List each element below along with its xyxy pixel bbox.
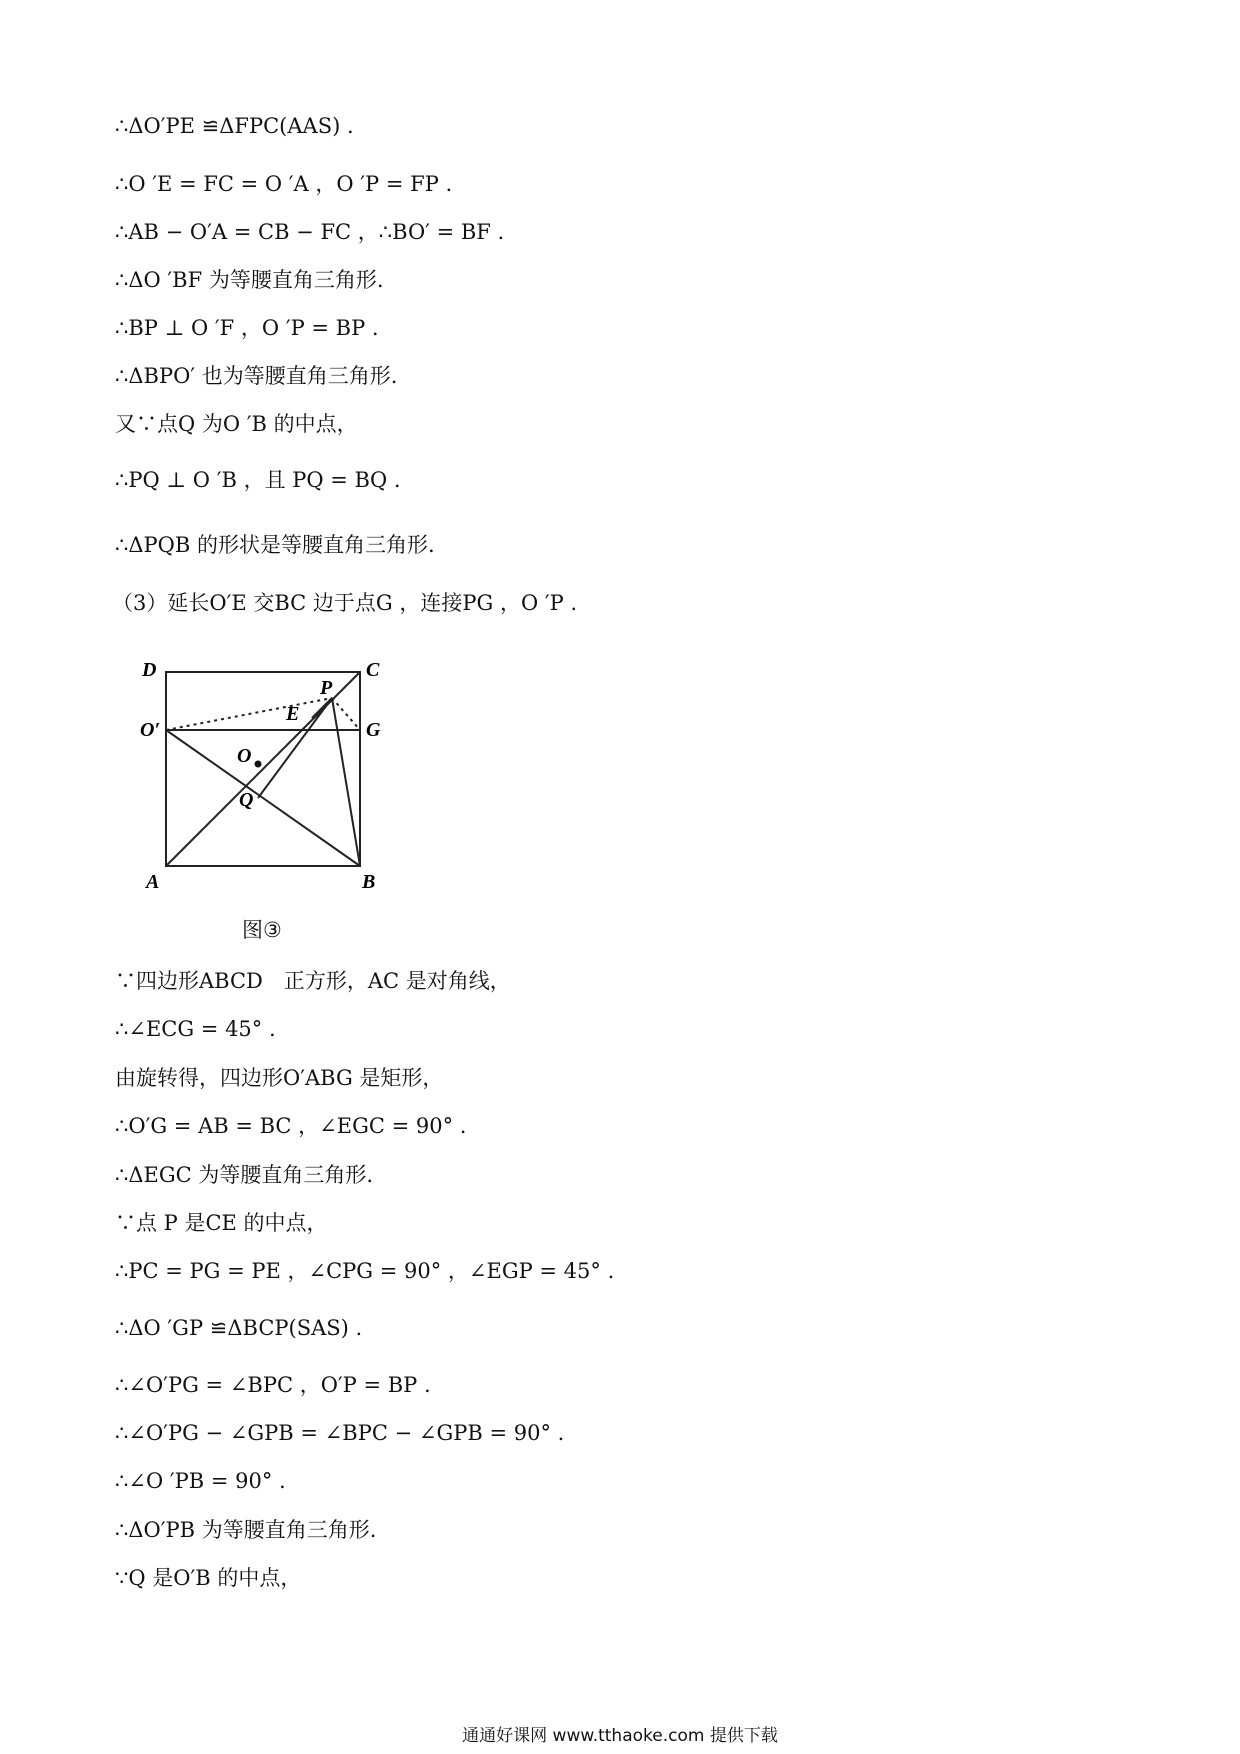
- proof2-line-2: ∴∠ECG = 45° .: [115, 1017, 276, 1041]
- segment-pb: [332, 698, 360, 866]
- proof2-line-11: ∴∠O ′PB = 90° .: [115, 1469, 286, 1493]
- proof2-line-5: ∴ΔEGC 为等腰直角三角形.: [115, 1163, 374, 1187]
- proof-line-3: ∴AB − O′A = CB − FC ，∴BO′ = BF .: [115, 220, 505, 244]
- segment-pe: [312, 698, 332, 718]
- proof-line-6: ∴ΔBPO′ 也为等腰直角三角形.: [115, 364, 398, 388]
- figure-caption: 图③: [242, 918, 282, 942]
- label-b: B: [362, 871, 376, 890]
- point-o: [255, 761, 262, 768]
- proof2-line-13: ∵Q 是O′B 的中点，: [115, 1566, 302, 1590]
- label-a: A: [146, 871, 160, 890]
- proof-line-4: ∴ΔO ′BF 为等腰直角三角形.: [115, 268, 384, 292]
- proof-line-5: ∴BP ⊥ O ′F ，O ′P = BP .: [115, 316, 379, 340]
- proof-line-9: ∴ΔPQB 的形状是等腰直角三角形.: [115, 533, 435, 557]
- part3-heading: （3）延长O′E 交BC 边于点G ，连接PG ，O ′P .: [112, 591, 578, 615]
- label-e: E: [286, 703, 300, 725]
- proof2-line-9: ∴∠O′PG = ∠BPC ，O′P = BP .: [115, 1373, 431, 1397]
- proof-line-2: ∴O ′E = FC = O ′A ，O ′P = FP .: [115, 172, 453, 196]
- label-p: P: [320, 677, 333, 699]
- proof-line-1: ∴ΔO′PE ≌ΔFPC(AAS) .: [115, 114, 354, 138]
- proof2-line-6: ∵点 P 是CE 的中点，: [115, 1211, 328, 1235]
- proof2-line-8: ∴ΔO ′GP ≌ΔBCP(SAS) .: [115, 1316, 363, 1340]
- proof2-line-12: ∴ΔO′PB 为等腰直角三角形.: [115, 1518, 377, 1542]
- segment-o-prime-b: [166, 730, 360, 866]
- label-c: C: [366, 660, 380, 681]
- footer-watermark: 通通好课网 www.tthaoke.com 提供下载: [462, 1726, 778, 1746]
- label-o: O: [237, 745, 252, 767]
- label-q: Q: [239, 789, 254, 811]
- proof-line-7: 又∵点Q 为O ′B 的中点，: [115, 412, 358, 436]
- proof2-line-4: ∴O′G = AB = BC ，∠EGC = 90° .: [115, 1114, 467, 1138]
- proof2-line-7: ∴PC = PG = PE ，∠CPG = 90° ，∠EGP = 45° .: [115, 1259, 615, 1283]
- proof-line-8: ∴PQ ⊥ O ′B ，且 PQ = BQ .: [115, 468, 401, 492]
- proof2-line-10: ∴∠O′PG − ∠GPB = ∠BPC − ∠GPB = 90° .: [115, 1421, 565, 1445]
- label-o-prime: O′: [140, 719, 161, 741]
- label-g: G: [366, 719, 381, 741]
- proof2-line-1: ∵四边形ABCD 正方形，AC 是对角线，: [115, 969, 511, 993]
- geometry-figure: [140, 660, 400, 890]
- proof2-line-3: 由旋转得，四边形O′ABG 是矩形，: [115, 1066, 444, 1090]
- label-d: D: [142, 660, 157, 681]
